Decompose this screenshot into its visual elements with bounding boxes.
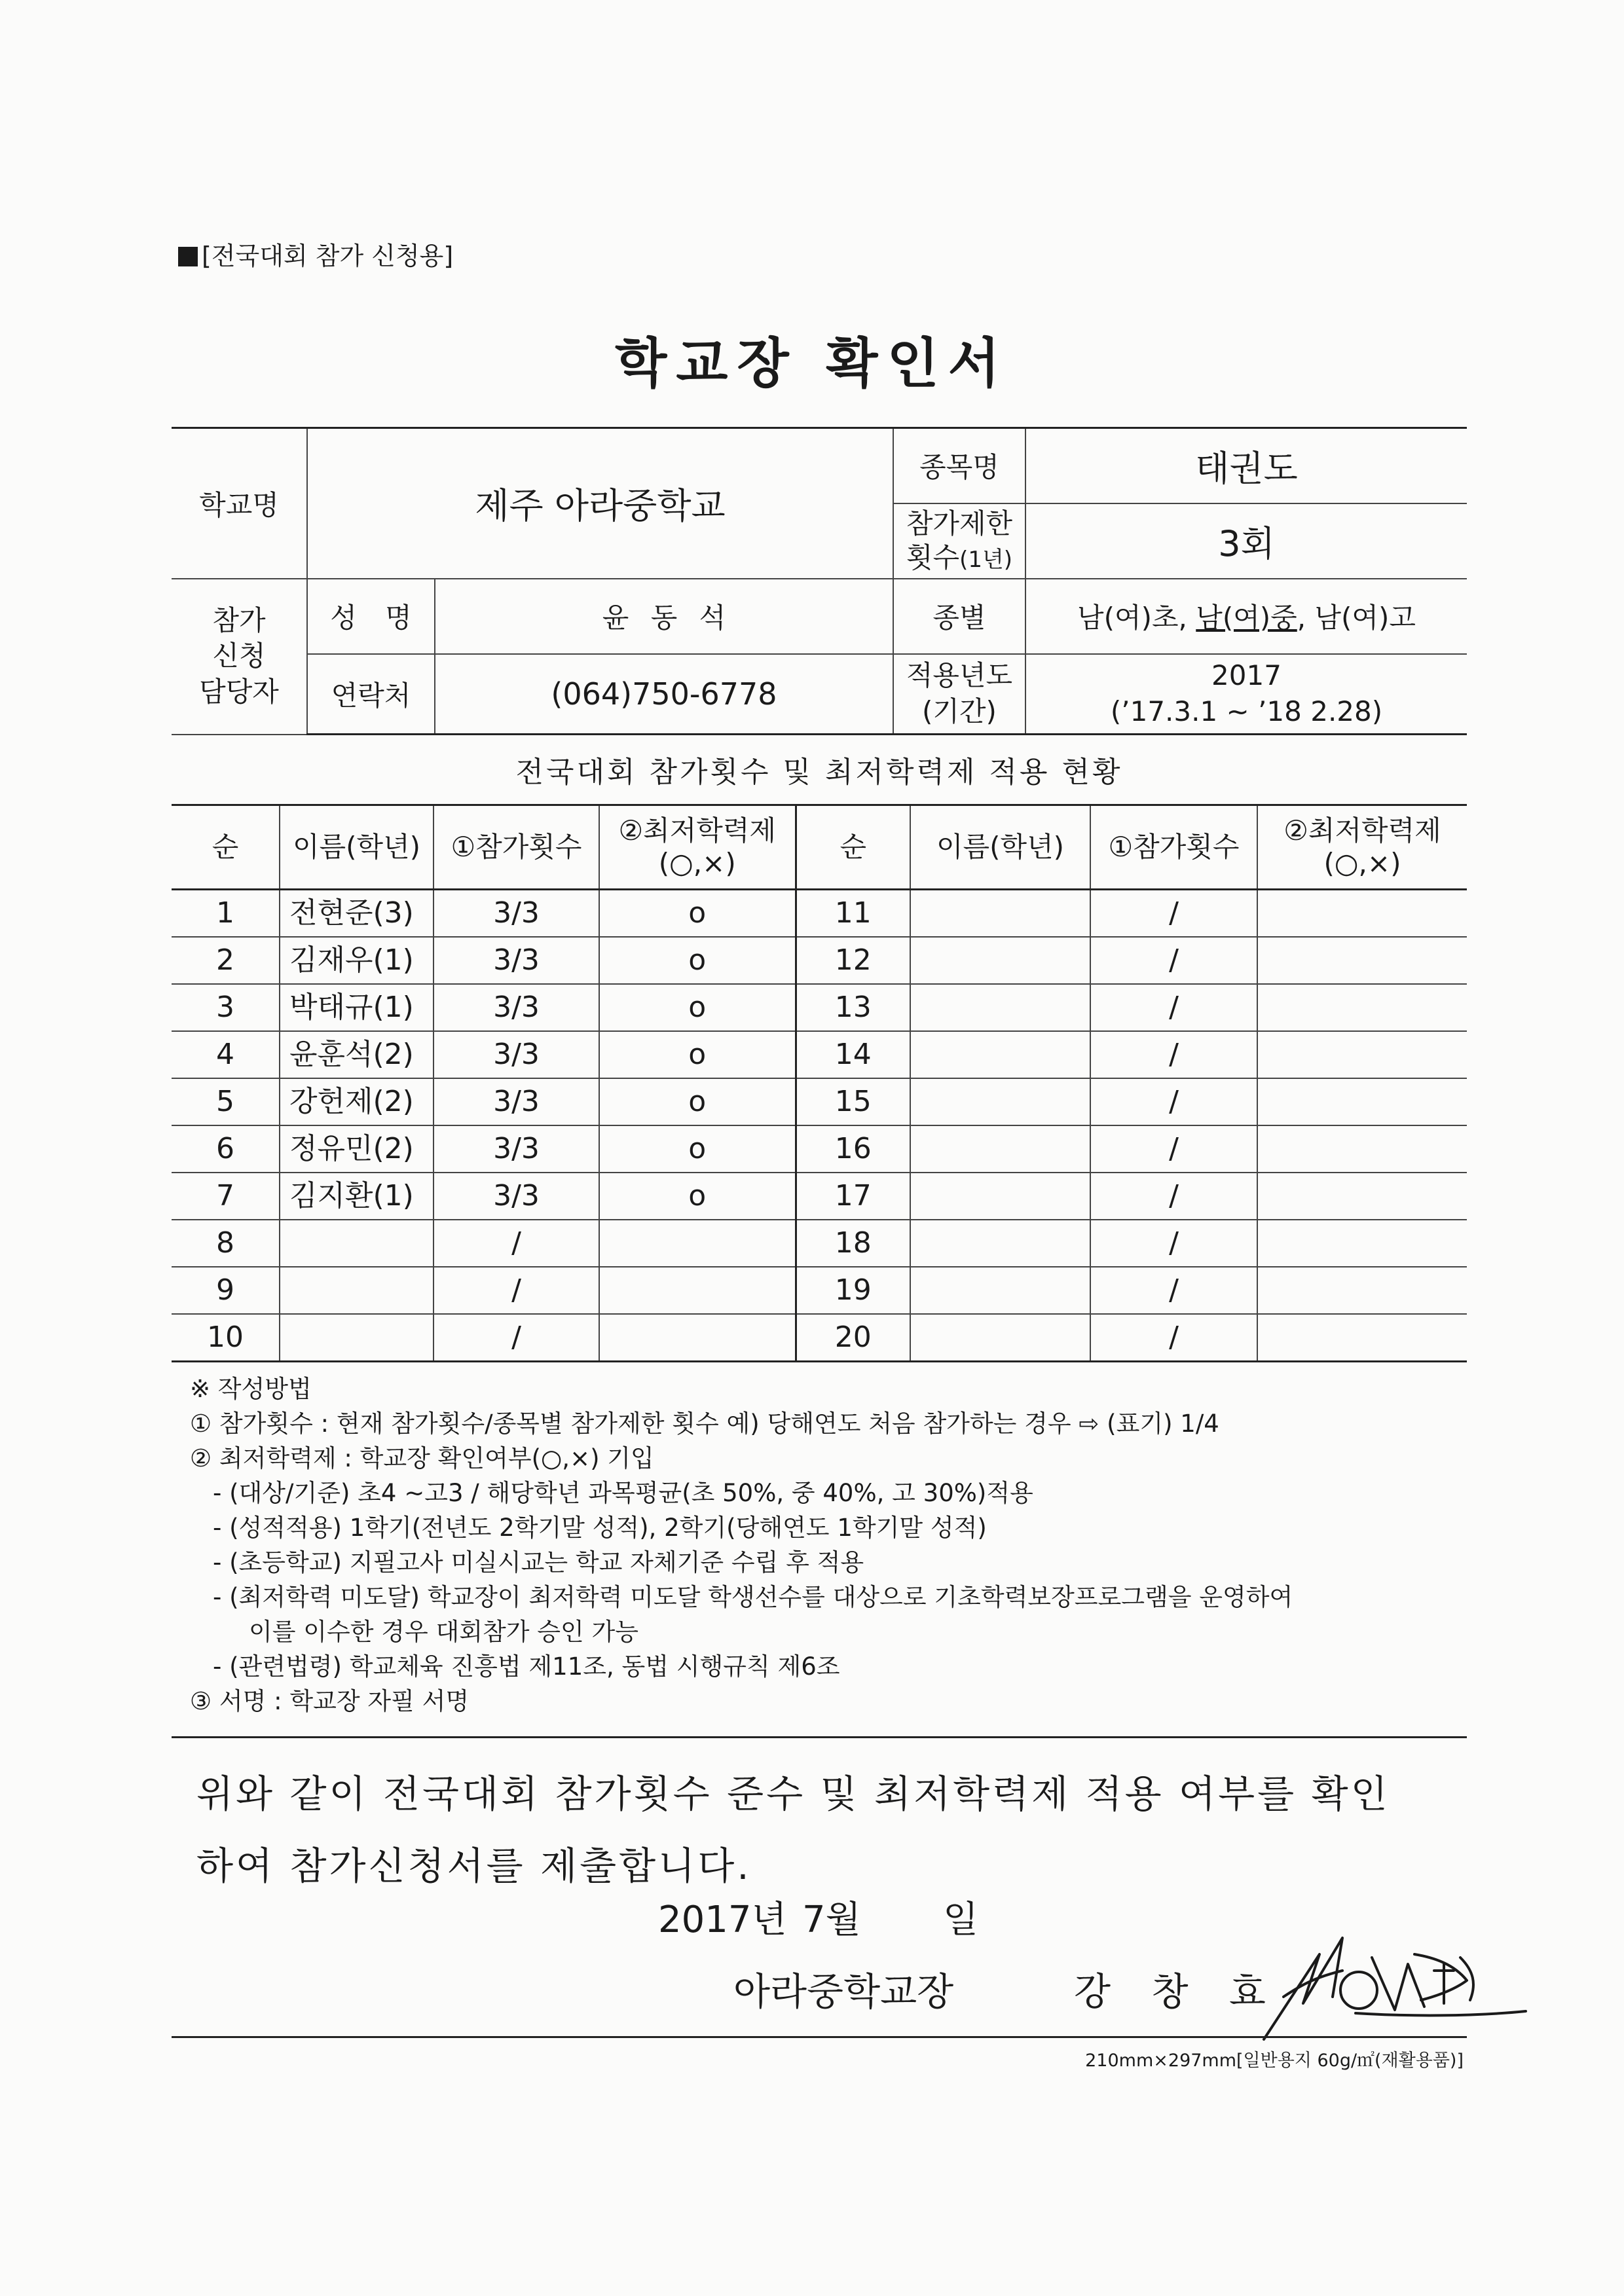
- year-label: [893, 654, 1025, 735]
- row-name-left: 박태규(1): [280, 984, 434, 1031]
- school-value: 제주 아라중학교: [307, 428, 893, 579]
- row-min-left: o: [599, 1173, 796, 1220]
- row-no-right: 11: [796, 890, 910, 938]
- row-count-right: /: [1090, 1031, 1257, 1078]
- row-name-right: [910, 937, 1090, 984]
- row-count-left: 3/3: [434, 1078, 599, 1125]
- row-name-right: [910, 984, 1090, 1031]
- col-min-right-1: ②최저학력제: [1283, 814, 1441, 847]
- manager-label: [172, 579, 307, 735]
- row-count-left: 3/3: [434, 1031, 599, 1078]
- paper-spec: 210mm×297mm[일반용지 60g/㎡(재활용품)]: [1085, 2050, 1464, 2071]
- note-sub-5: - (관련법령) 학교체육 진흥법 제11조, 동법 시행규칙 제6조: [213, 1652, 840, 1681]
- date-month: 7월: [802, 1899, 861, 1941]
- row-name-right: [910, 1031, 1090, 1078]
- signer-name: 강 창 효: [1074, 1969, 1280, 2014]
- year-label-2: (기간): [922, 695, 997, 727]
- row-min-left: o: [599, 984, 796, 1031]
- table-row: [172, 1173, 1467, 1220]
- row-count-right: /: [1090, 1267, 1257, 1314]
- row-name-left: [280, 1220, 434, 1267]
- row-count-right: /: [1090, 1220, 1257, 1267]
- manager-label-1: 참가: [212, 604, 266, 636]
- row-no-right: 14: [796, 1031, 910, 1078]
- col-no-right: 순: [796, 805, 910, 890]
- row-min-left: [599, 1220, 796, 1267]
- row-min-right: [1257, 937, 1467, 984]
- year-value-cell: [1025, 654, 1467, 735]
- row-count-left: 3/3: [434, 937, 599, 984]
- row-no-right: 13: [796, 984, 910, 1031]
- note-sub-2: - (성적적용) 1학기(전년도 2학기말 성적), 2학기(당해연도 1학기말 성적): [213, 1514, 987, 1542]
- row-no-left: 7: [172, 1173, 280, 1220]
- row-count-left: 3/3: [434, 1125, 599, 1173]
- row-min-left: o: [599, 890, 796, 938]
- row-no-right: 17: [796, 1173, 910, 1220]
- row-no-left: 4: [172, 1031, 280, 1078]
- row-no-left: 5: [172, 1078, 280, 1125]
- type-value-3: , 남(여)고: [1297, 602, 1416, 634]
- row-no-left: 8: [172, 1220, 280, 1267]
- row-name-left: 김지환(1): [280, 1173, 434, 1220]
- col-count-left: ①참가횟수: [434, 805, 599, 890]
- form-tag: [178, 236, 453, 272]
- row-count-left: 3/3: [434, 890, 599, 938]
- col-name-left: 이름(학년): [280, 805, 434, 890]
- row-count-left: /: [434, 1314, 599, 1362]
- row-count-left: 3/3: [434, 1173, 599, 1220]
- row-min-left: [599, 1314, 796, 1362]
- row-count-right: /: [1090, 984, 1257, 1031]
- row-no-right: 18: [796, 1220, 910, 1267]
- row-no-right: 20: [796, 1314, 910, 1362]
- row-min-left: o: [599, 1078, 796, 1125]
- row-name-right: [910, 1078, 1090, 1125]
- table-row: [172, 937, 1467, 984]
- table-row: [172, 1125, 1467, 1173]
- col-count-right: ①참가횟수: [1090, 805, 1257, 890]
- row-name-right: [910, 1125, 1090, 1173]
- row-min-left: o: [599, 1031, 796, 1078]
- name-label: 성 명: [307, 579, 435, 654]
- note-sub-4b: 이를 이수한 경우 대회참가 승인 가능: [249, 1618, 638, 1646]
- row-min-right: [1257, 1220, 1467, 1267]
- writing-instructions: [190, 1372, 1467, 1719]
- note-item-2: ② 최저학력제 : 학교장 확인여부(○,×) 기입: [190, 1444, 654, 1472]
- row-min-right: [1257, 1267, 1467, 1314]
- row-name-left: 윤훈석(2): [280, 1031, 434, 1078]
- row-min-right: [1257, 1173, 1467, 1220]
- manager-label-2: 신청: [212, 640, 266, 672]
- row-no-left: 6: [172, 1125, 280, 1173]
- table-row: [172, 1267, 1467, 1314]
- row-no-right: 19: [796, 1267, 910, 1314]
- row-no-left: 10: [172, 1314, 280, 1362]
- table-row: [172, 1078, 1467, 1125]
- row-min-right: [1257, 1078, 1467, 1125]
- event-value: 태권도: [1025, 428, 1467, 503]
- row-no-left: 2: [172, 937, 280, 984]
- row-no-right: 16: [796, 1125, 910, 1173]
- participants-table: [172, 804, 1467, 1362]
- table-row: [172, 890, 1467, 938]
- manager-label-3: 담당자: [199, 675, 279, 708]
- principal-signature: [1257, 1918, 1532, 2049]
- contact-label: 연락처: [307, 654, 435, 735]
- note-item-1: ① 참가횟수 : 현재 참가횟수/종목별 참가제한 횟수 예) 당해연도 처음 참가하는 경우 ⇨ (표기) 1/4: [190, 1410, 1219, 1438]
- col-min-left-2: (○,×): [658, 847, 736, 879]
- square-bullet-icon: [178, 247, 198, 266]
- row-count-right: /: [1090, 1314, 1257, 1362]
- row-no-right: 12: [796, 937, 910, 984]
- notes-heading: ※ 작성방법: [190, 1375, 312, 1403]
- table-row: [172, 1031, 1467, 1078]
- row-name-right: [910, 1173, 1090, 1220]
- status-title: 전국대회 참가횟수 및 최저학력제 적용 현황: [515, 756, 1123, 789]
- limit-label-3: (1년): [959, 547, 1013, 573]
- type-value-2: 남(여)중: [1196, 602, 1297, 634]
- col-min-left: [599, 805, 796, 890]
- closing-statement: [196, 1758, 1460, 1902]
- row-min-right: [1257, 890, 1467, 938]
- row-name-left: 전현준(3): [280, 890, 434, 938]
- contact-value: (064)750-6778: [435, 654, 893, 735]
- limit-label-2: 횟수: [906, 541, 960, 574]
- note-sub-1: - (대상/기준) 초4 ~고3 / 해당학년 과목평균(초 50%, 중 40%, 고 30%)적용: [213, 1479, 1033, 1507]
- closing-line-1: 위와 같이 전국대회 참가횟수 준수 및 최저학력제 적용 여부를 확인: [196, 1772, 1390, 1816]
- row-no-right: 15: [796, 1078, 910, 1125]
- row-name-right: [910, 1220, 1090, 1267]
- event-label: 종목명: [893, 428, 1025, 503]
- row-min-right: [1257, 1125, 1467, 1173]
- row-no-left: 9: [172, 1267, 280, 1314]
- row-min-left: o: [599, 937, 796, 984]
- row-name-right: [910, 1267, 1090, 1314]
- row-count-right: /: [1090, 937, 1257, 984]
- row-name-left: 정유민(2): [280, 1125, 434, 1173]
- page-title: 학교장 확인서: [615, 333, 1009, 395]
- row-min-left: [599, 1267, 796, 1314]
- signer-title: 아라중학교장: [733, 1969, 954, 2014]
- table-row: [172, 1314, 1467, 1362]
- limit-label: [893, 503, 1025, 579]
- col-name-right: 이름(학년): [910, 805, 1090, 890]
- row-min-right: [1257, 1031, 1467, 1078]
- row-min-right: [1257, 984, 1467, 1031]
- col-min-right-2: (○,×): [1323, 847, 1401, 879]
- row-name-left: 강헌제(2): [280, 1078, 434, 1125]
- type-label: 종별: [893, 579, 1025, 654]
- row-count-left: /: [434, 1220, 599, 1267]
- footer-divider: [172, 2036, 1467, 2038]
- date-year: 2017년: [658, 1899, 787, 1941]
- form-tag-text: [전국대회 참가 신청용]: [202, 242, 454, 270]
- closing-line-2: 하여 참가신청서를 제출합니다.: [196, 1844, 752, 1888]
- row-no-left: 1: [172, 890, 280, 938]
- name-value: 윤 동 석: [435, 579, 893, 654]
- col-min-left-1: ②최저학력제: [618, 814, 776, 847]
- row-count-left: 3/3: [434, 984, 599, 1031]
- row-name-left: 김재우(1): [280, 937, 434, 984]
- table-row: [172, 1220, 1467, 1267]
- year-label-1: 적용년도: [906, 659, 1013, 692]
- row-min-left: o: [599, 1125, 796, 1173]
- row-name-right: [910, 1314, 1090, 1362]
- date-day: 일: [943, 1899, 979, 1941]
- period-value: (’17.3.1 ~ ’18 2.28): [1110, 695, 1383, 727]
- note-sub-3: - (초등학교) 지필고사 미실시교는 학교 자체기준 수립 후 적용: [213, 1548, 864, 1576]
- type-value-1: 남(여)초,: [1077, 602, 1196, 634]
- row-count-right: /: [1090, 1125, 1257, 1173]
- row-count-right: /: [1090, 1078, 1257, 1125]
- limit-value: 3회: [1025, 503, 1467, 579]
- header-info-table: [172, 427, 1467, 735]
- table-row: [172, 984, 1467, 1031]
- row-count-right: /: [1090, 890, 1257, 938]
- school-label: 학교명: [172, 428, 307, 579]
- row-count-left: /: [434, 1267, 599, 1314]
- closing-divider: [172, 1736, 1467, 1738]
- row-name-left: [280, 1314, 434, 1362]
- limit-label-1: 참가제한: [906, 507, 1013, 539]
- row-no-left: 3: [172, 984, 280, 1031]
- row-name-left: [280, 1267, 434, 1314]
- year-value: 2017: [1211, 659, 1282, 692]
- row-min-right: [1257, 1314, 1467, 1362]
- note-item-3: ③ 서명 : 학교장 자필 서명: [190, 1687, 470, 1715]
- note-sub-4a: - (최저학력 미도달) 학교장이 최저학력 미도달 학생선수를 대상으로 기초학력보장프로그램을 운영하여: [213, 1583, 1293, 1611]
- type-value: [1025, 579, 1467, 654]
- row-count-right: /: [1090, 1173, 1257, 1220]
- col-no-left: 순: [172, 805, 280, 890]
- row-name-right: [910, 890, 1090, 938]
- col-min-right: [1257, 805, 1467, 890]
